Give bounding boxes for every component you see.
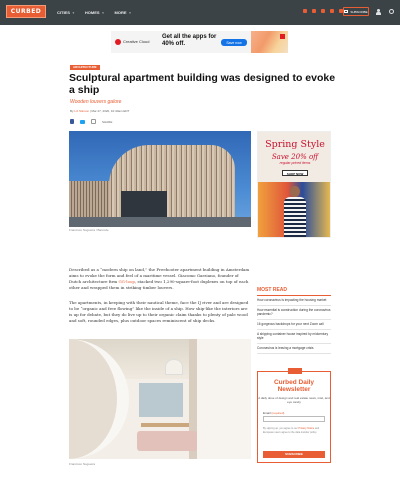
sidebar-ad-fine: regular priced items bbox=[279, 161, 311, 165]
hero-caption: Francisco Nogueira / Barcode bbox=[69, 228, 109, 232]
ad-brand: Creative Cloud bbox=[123, 39, 150, 44]
ad-cta-button[interactable]: Save now bbox=[221, 39, 247, 46]
newsletter-fine-print bbox=[263, 427, 326, 434]
interior-image bbox=[69, 339, 251, 459]
privacy-notice-link[interactable]: Privacy Notice bbox=[298, 427, 315, 430]
facebook-icon[interactable] bbox=[312, 9, 316, 13]
ad-headline: Get all the apps for 40% off. bbox=[162, 34, 217, 47]
paragraph-1 bbox=[69, 267, 251, 291]
byline bbox=[70, 109, 129, 113]
adobe-icon bbox=[280, 34, 285, 39]
newsletter-title-line: Newsletter bbox=[277, 386, 311, 393]
creative-cloud-icon bbox=[115, 39, 121, 45]
twitter-share-icon[interactable] bbox=[80, 120, 85, 124]
subscribe-button[interactable] bbox=[343, 7, 369, 16]
most-read-module bbox=[257, 287, 331, 354]
instagram-icon[interactable] bbox=[321, 9, 325, 13]
nav-item-label: CITIES bbox=[57, 10, 70, 15]
newsletter-signup bbox=[257, 371, 331, 463]
required-marker: (required) bbox=[271, 411, 285, 415]
nav-item-label: HOMES bbox=[84, 10, 100, 15]
nav-item-label: MORE bbox=[114, 10, 127, 15]
newsletter-tab bbox=[288, 368, 302, 374]
nav-links bbox=[57, 0, 132, 25]
share-bar bbox=[70, 119, 112, 124]
most-read-item[interactable]: 16 gorgeous backdrops for your next Zoom call bbox=[257, 320, 331, 330]
envelope-icon bbox=[344, 10, 348, 13]
fine-text: By signing up, you agree to our bbox=[263, 427, 299, 430]
article-title: Sculptural apartment building was designed to evoke a ship bbox=[69, 72, 336, 96]
share-icon[interactable] bbox=[91, 119, 96, 124]
newsletter-title bbox=[258, 379, 330, 393]
chevron-down-icon: ▼ bbox=[101, 10, 105, 15]
category-tag[interactable]: ARCHITECTURE bbox=[70, 65, 100, 70]
byline-prefix: By bbox=[70, 109, 74, 113]
article-dek: Wooden louvers galore bbox=[70, 99, 122, 105]
search-icon[interactable] bbox=[389, 9, 394, 14]
nav-item-homes[interactable] bbox=[85, 10, 105, 15]
share-label[interactable]: SHARE bbox=[102, 119, 113, 124]
ad-artwork bbox=[251, 31, 288, 53]
nav-item-more[interactable] bbox=[115, 10, 132, 15]
user-icon[interactable] bbox=[376, 9, 381, 15]
newsletter-description: A daily dose of design and real estate news, intel, and eye candy bbox=[258, 396, 330, 404]
email-field[interactable] bbox=[263, 416, 325, 422]
top-banner-ad[interactable] bbox=[111, 31, 288, 53]
most-read-item[interactable]: A shipping container house inspired by midcentury style bbox=[257, 330, 331, 344]
chevron-down-icon: ▼ bbox=[71, 10, 75, 15]
most-read-item[interactable]: Coronavirus is leaving a mortgage crisis bbox=[257, 344, 331, 354]
top-nav-bar bbox=[0, 0, 400, 25]
sidebar-ad-offer: Save 20% off bbox=[271, 153, 319, 161]
most-read-item[interactable]: How essential is construction during the coronavirus pandemic? bbox=[257, 306, 331, 320]
interior-caption: Francisco Nogueira bbox=[69, 462, 96, 466]
most-read-heading: MOST READ bbox=[257, 287, 331, 296]
email-label-text: Email bbox=[263, 411, 271, 415]
paragraph-text: , stacked two 1,290-square-foot duplexes on top of each other and wrapped them in striking timber louvers. bbox=[69, 279, 249, 290]
paragraph-text: Described as a “modern ship on land,” the Freebooter apartment building in Amsterdam aims to evoke the form and feel of a maritime vessel. Giacomo Garziano, founder of Dutch architecture firm bbox=[69, 267, 250, 284]
newsletter-title-line: Curbed Daily bbox=[273, 379, 315, 386]
email-label bbox=[263, 411, 284, 415]
most-read-item[interactable]: How coronavirus is impacting the housing market bbox=[257, 296, 331, 306]
facebook-share-icon[interactable] bbox=[70, 119, 74, 124]
shop-now-button[interactable]: SHOP NOW bbox=[282, 170, 308, 176]
newsletter-subscribe-button[interactable]: SUBSCRIBE bbox=[263, 451, 325, 458]
publish-date: Mar 27, 2020, 10:40am EDT bbox=[91, 109, 130, 113]
chevron-down-icon: ▼ bbox=[128, 10, 132, 15]
subscribe-label: SUBSCRIBE bbox=[350, 9, 368, 14]
youtube-icon[interactable] bbox=[330, 9, 334, 13]
twitter-icon[interactable] bbox=[303, 9, 307, 13]
curbed-logo[interactable]: CURBED bbox=[6, 5, 46, 18]
sidebar-ad[interactable] bbox=[257, 131, 331, 238]
fine-text: and European users agree to the data transfer policy. bbox=[263, 427, 320, 434]
paragraph-2: The apartments, in keeping with their nautical theme, face the IJ river and are designed to be “organic and free flowing” like the inside of a ship. How ship-like the interiors are is up for debate, but they do live up to their organic claim thanks to plenty of pale wood and soft, rounded edges, plus outdoor spaces reminiscent of ship decks. bbox=[69, 300, 249, 323]
gg-loop-link[interactable]: GG-loop bbox=[118, 279, 135, 284]
author-link[interactable]: Liz Stinson bbox=[74, 109, 90, 113]
nav-item-cities[interactable] bbox=[57, 10, 75, 15]
social-links bbox=[303, 9, 343, 13]
sidebar-ad-headline: Spring Style bbox=[265, 139, 325, 150]
model-photo bbox=[282, 186, 308, 238]
hero-image bbox=[69, 131, 251, 227]
byline-sep: | bbox=[89, 109, 92, 113]
